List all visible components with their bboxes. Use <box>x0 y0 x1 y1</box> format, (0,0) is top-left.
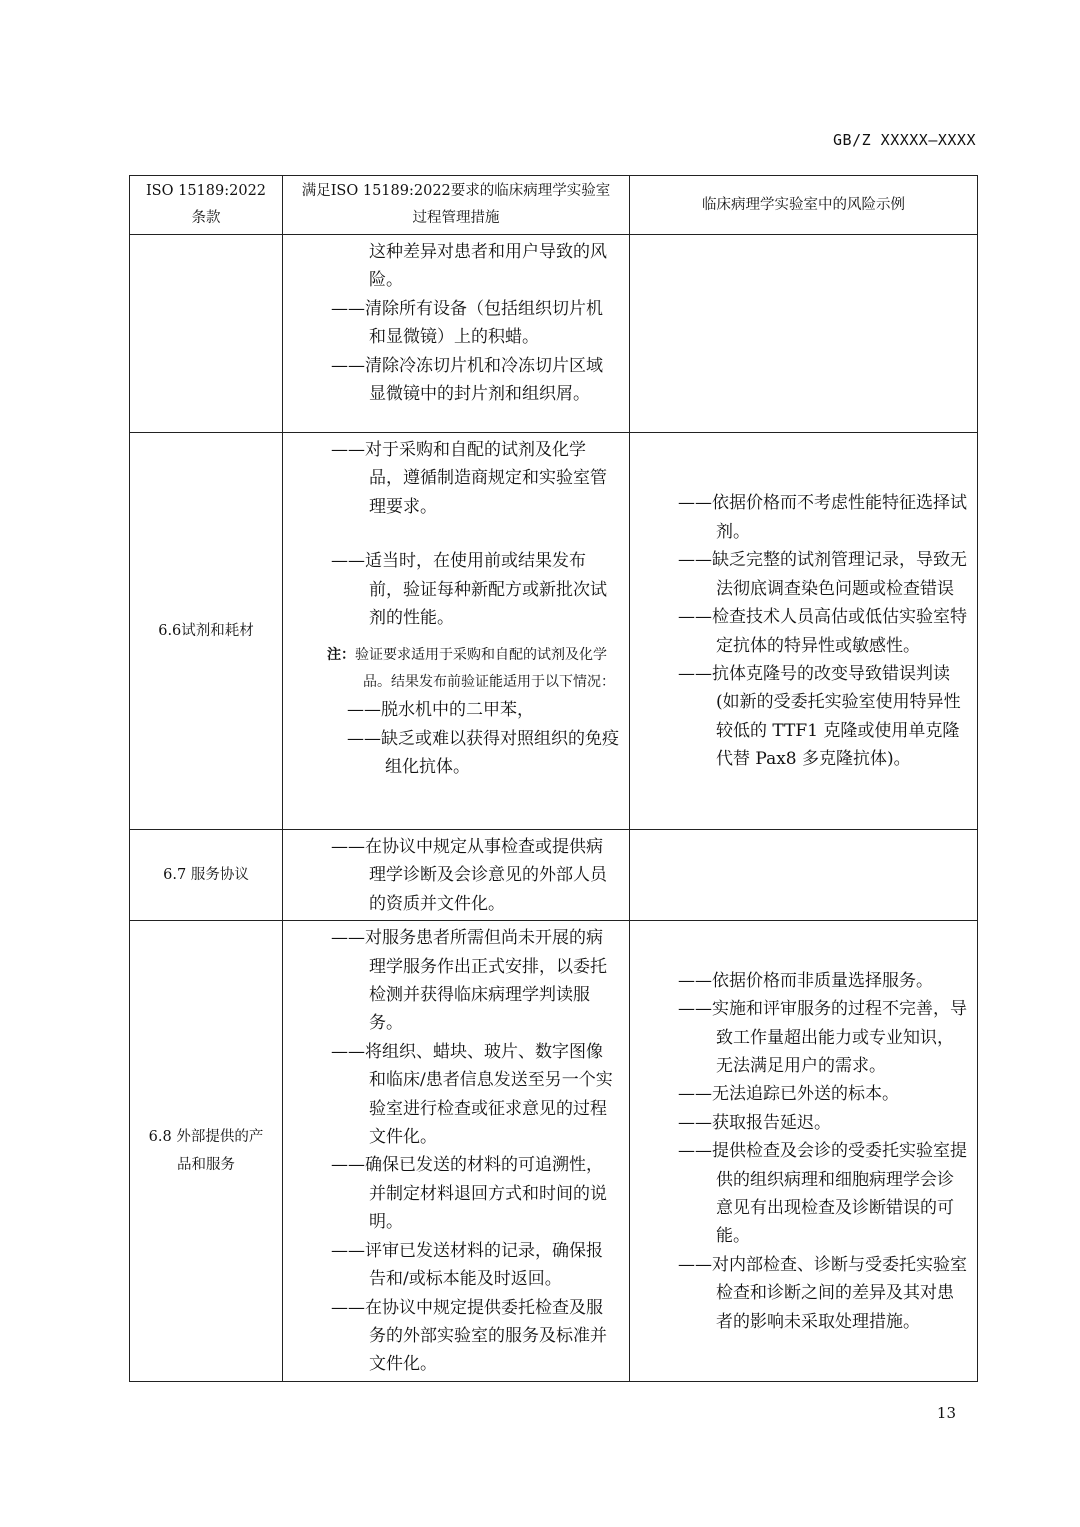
clause-cell: 6.6试剂和耗材 <box>130 433 283 830</box>
risk-item: ——检查技术人员高估或低估实验室特定抗体的特异性或敏感性。 <box>678 607 967 656</box>
page-number: 13 <box>936 1404 956 1422</box>
note <box>289 642 619 696</box>
col-header-clause: ISO 15189:2022 条款 <box>130 176 283 235</box>
measure-item: ——清除冷冻切片机和冷冻切片区域显微镜中的封片剂和组织屑。 <box>331 355 603 405</box>
measures-cell <box>283 921 630 1382</box>
measure-item: ——对服务患者所需但尚未开展的病理学服务作出正式安排，以委托检测并获得临床病理学判读服务。 <box>331 928 607 1034</box>
table-header-row <box>130 176 978 235</box>
risk-item: ——抗体克隆号的改变导致错误判读(如新的受委托实验室使用特异性较低的 TTF1 克隆或使用单克隆代替 Pax8 多克隆抗体)。 <box>678 663 961 770</box>
measure-item: ——清除所有设备（包括组织切片机和显微镜）上的积蜡。 <box>331 298 603 348</box>
measure-item: 这种差异对患者和用户导致的风险。 <box>369 242 607 291</box>
measure-item: ——评审已发送材料的记录，确保报告和/或标本能及时返回。 <box>331 1240 603 1290</box>
table-row <box>130 830 978 921</box>
measure-item: ——确保已发送的材料的可追溯性，并制定材料退回方式和时间的说明。 <box>331 1155 607 1233</box>
risks-cell <box>630 235 978 433</box>
col-header-risks: 临床病理学实验室中的风险示例 <box>630 176 978 235</box>
document-code: GB/Z XXXXX—XXXX <box>833 131 976 149</box>
col-header-measures: 满足ISO 15189:2022要求的临床病理学实验室 过程管理措施 <box>283 176 630 235</box>
risk-item: ——依据价格而非质量选择服务。 <box>678 970 933 991</box>
note-item: ——缺乏或难以获得对照组织的免疫组化抗体。 <box>347 728 619 778</box>
risk-item: ——无法追踪已外送的标本。 <box>678 1084 899 1105</box>
measure-item: ——将组织、蜡块、玻片、数字图像和临床/患者信息发送至另一个实验室进行检查或征求意见的过程文件化。 <box>331 1041 613 1148</box>
risk-item: ——获取报告延迟。 <box>678 1112 831 1133</box>
measures-cell <box>283 433 630 830</box>
measure-item: ——在协议中规定提供委托检查及服务的外部实验室的服务及标准并文件化。 <box>331 1297 607 1375</box>
table-row <box>130 921 978 1382</box>
measures-cell <box>283 830 630 921</box>
measures-cell <box>283 235 630 433</box>
measure-item: ——对于采购和自配的试剂及化学品，遵循制造商规定和实验室管理要求。 <box>331 440 607 517</box>
risk-table <box>129 175 978 1382</box>
note-text: 验证要求适用于采购和自配的试剂及化学品。结果发布前验证能适用于以下情况： <box>355 647 615 691</box>
clause-cell: 6.8 外部提供的产 品和服务 <box>130 921 283 1382</box>
note-item: ——脱水机中的二甲苯， <box>347 700 534 721</box>
risk-item: ——对内部检查、诊断与受委托实验室检查和诊断之间的差异及其对患者的影响未采取处理措施。 <box>678 1254 967 1332</box>
risk-item: ——依据价格而不考虑性能特征选择试剂。 <box>678 493 967 542</box>
risks-cell <box>630 921 978 1382</box>
risks-cell <box>630 433 978 830</box>
table-row <box>130 433 978 830</box>
note-label: 注： <box>327 647 355 664</box>
risk-item: ——实施和评审服务的过程不完善，导致工作量超出能力或专业知识，无法满足用户的需求。 <box>678 999 967 1077</box>
clause-cell <box>130 235 283 433</box>
risks-cell <box>630 830 978 921</box>
table-row <box>130 235 978 433</box>
risk-item: ——缺乏完整的试剂管理记录，导致无法彻底调查染色问题或检查错误 <box>678 550 967 599</box>
measure-item: ——适当时，在使用前或结果发布前，验证每种新配方或新批次试剂的性能。 <box>331 551 607 629</box>
measure-item: ——在协议中规定从事检查或提供病理学诊断及会诊意见的外部人员的资质并文件化。 <box>331 837 607 914</box>
risk-item: ——提供检查及会诊的受委托实验室提供的组织病理和细胞病理学会诊意见有出现检查及诊断错误的可能。 <box>678 1141 967 1247</box>
clause-cell: 6.7 服务协议 <box>130 830 283 921</box>
